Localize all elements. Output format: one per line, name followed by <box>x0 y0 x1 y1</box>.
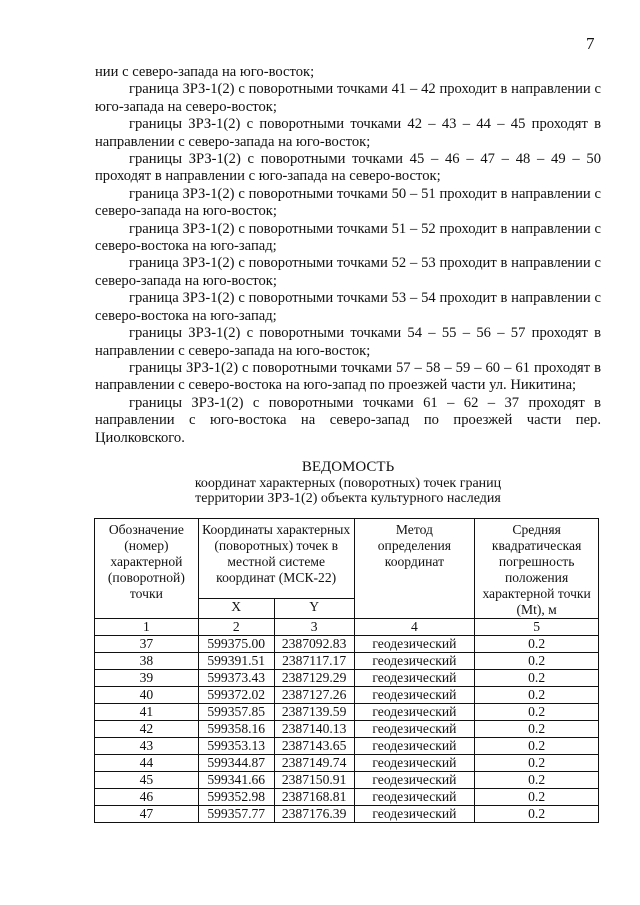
table-row <box>95 687 599 704</box>
cell-x: 599353.13 <box>198 738 274 755</box>
cell-x: 599352.98 <box>198 789 274 806</box>
table-row <box>95 755 599 772</box>
cell-point: 47 <box>95 806 199 823</box>
cell-y: 2387117.17 <box>274 653 354 670</box>
cell-y: 2387140.13 <box>274 721 354 738</box>
paragraph: границы ЗРЗ-1(2) с поворотными точками 61 – 62 – 37 проходят в направлении с юго-востока на северо-запад по проезжей части пер. Циолковского. <box>95 394 601 446</box>
paragraph: граница ЗРЗ-1(2) с поворотными точками 50 – 51 проходит в направлении с северо-запада на юго-восток; <box>95 185 601 220</box>
cell-method: геодезический <box>354 670 475 687</box>
cell-error: 0.2 <box>475 755 599 772</box>
cell-point: 41 <box>95 704 199 721</box>
header-error: Средняя квадратическая погрешность положения характерной точки (Mt), м <box>475 519 599 619</box>
column-number: 4 <box>354 619 475 636</box>
cell-error: 0.2 <box>475 738 599 755</box>
paragraph: граница ЗРЗ-1(2) с поворотными точками 52 – 53 проходит в направлении с северо-запада на юго-восток; <box>95 255 601 289</box>
cell-error: 0.2 <box>475 789 599 806</box>
column-number: 5 <box>475 619 599 636</box>
cell-x: 599341.66 <box>198 772 274 789</box>
cell-error: 0.2 <box>475 721 599 738</box>
cell-method: геодезический <box>354 755 475 772</box>
cell-x: 599357.85 <box>198 704 274 721</box>
table-header-row <box>95 519 599 599</box>
cell-y: 2387168.81 <box>274 789 354 806</box>
cell-point: 44 <box>95 755 199 772</box>
table-row <box>95 721 599 738</box>
cell-error: 0.2 <box>475 772 599 789</box>
paragraph: границы ЗРЗ-1(2) с поворотными точками 42 – 43 – 44 – 45 проходят в направлении с северо-запада на юго-восток; <box>95 116 601 150</box>
sheet-subtitle <box>95 476 601 506</box>
coordinates-table <box>94 518 599 823</box>
table-row <box>95 653 599 670</box>
cell-x: 599358.16 <box>198 721 274 738</box>
column-number: 1 <box>95 619 199 636</box>
cell-point: 43 <box>95 738 199 755</box>
header-point: Обозначение (номер) характерной (поворотной) точки <box>95 519 199 619</box>
cell-method: геодезический <box>354 806 475 823</box>
cell-method: геодезический <box>354 772 475 789</box>
header-x: X <box>198 599 274 619</box>
cell-y: 2387127.26 <box>274 687 354 704</box>
cell-error: 0.2 <box>475 636 599 653</box>
cell-y: 2387143.65 <box>274 738 354 755</box>
header-coordinates: Координаты характерных (поворотных) точек в местной системе координат (МСК-22) <box>198 519 354 599</box>
cell-method: геодезический <box>354 653 475 670</box>
cell-point: 38 <box>95 653 199 670</box>
cell-y: 2387150.91 <box>274 772 354 789</box>
table-body <box>95 636 599 823</box>
header-method: Метод определения координат <box>354 519 475 619</box>
cell-x: 599375.00 <box>198 636 274 653</box>
cell-method: геодезический <box>354 687 475 704</box>
cell-x: 599344.87 <box>198 755 274 772</box>
paragraph: границы ЗРЗ-1(2) с поворотными точками 57 – 58 – 59 – 60 – 61 проходят в направлении с северо-востока на юго-запад по проезжей части ул. Никитина; <box>95 359 601 394</box>
paragraph: граница ЗРЗ-1(2) с поворотными точками 41 – 42 проходит в направлении с юго-запада на северо-восток; <box>95 81 601 115</box>
table-row <box>95 806 599 823</box>
column-number-row <box>95 619 599 636</box>
cell-y: 2387092.83 <box>274 636 354 653</box>
cell-point: 46 <box>95 789 199 806</box>
table-row <box>95 772 599 789</box>
table-row <box>95 636 599 653</box>
cell-x: 599391.51 <box>198 653 274 670</box>
cell-x: 599372.02 <box>198 687 274 704</box>
cell-x: 599357.77 <box>198 806 274 823</box>
cell-y: 2387149.74 <box>274 755 354 772</box>
paragraph: граница ЗРЗ-1(2) с поворотными точками 53 – 54 проходит в направлении с северо-востока на юго-запад; <box>95 290 601 324</box>
column-number: 3 <box>274 619 354 636</box>
cell-error: 0.2 <box>475 653 599 670</box>
cell-point: 37 <box>95 636 199 653</box>
cell-error: 0.2 <box>475 806 599 823</box>
cell-method: геодезический <box>354 704 475 721</box>
cell-point: 40 <box>95 687 199 704</box>
page-number: 7 <box>586 34 595 53</box>
sheet-subtitle-line: координат характерных (поворотных) точек границ <box>194 476 502 491</box>
cell-y: 2387139.59 <box>274 704 354 721</box>
cell-error: 0.2 <box>475 687 599 704</box>
boundary-description <box>95 64 601 447</box>
cell-point: 45 <box>95 772 199 789</box>
header-y: Y <box>274 599 354 619</box>
cell-method: геодезический <box>354 636 475 653</box>
table-row <box>95 738 599 755</box>
cell-point: 42 <box>95 721 199 738</box>
table-row <box>95 670 599 687</box>
cell-y: 2387129.29 <box>274 670 354 687</box>
table-row <box>95 704 599 721</box>
table-row <box>95 789 599 806</box>
cell-x: 599373.43 <box>198 670 274 687</box>
cell-method: геодезический <box>354 789 475 806</box>
cell-method: геодезический <box>354 738 475 755</box>
cell-point: 39 <box>95 670 199 687</box>
paragraph: границы ЗРЗ-1(2) с поворотными точками 54 – 55 – 56 – 57 проходят в направлении с северо-запада на юго-восток; <box>95 325 601 359</box>
cell-y: 2387176.39 <box>274 806 354 823</box>
cell-error: 0.2 <box>475 670 599 687</box>
cell-method: геодезический <box>354 721 475 738</box>
sheet-title: ВЕДОМОСТЬ <box>301 459 395 475</box>
paragraph: границы ЗРЗ-1(2) с поворотными точками 45 – 46 – 47 – 48 – 49 – 50 проходят в направлении с юго-запада на северо-восток; <box>95 151 601 185</box>
paragraph: нии с северо-запада на юго-восток; <box>95 64 315 80</box>
paragraph: граница ЗРЗ-1(2) с поворотными точками 51 – 52 проходит в направлении с северо-востока на юго-запад; <box>95 220 601 255</box>
column-number: 2 <box>198 619 274 636</box>
sheet-subtitle-line: территории ЗРЗ-1(2) объекта культурного наследия <box>195 491 501 506</box>
cell-error: 0.2 <box>475 704 599 721</box>
